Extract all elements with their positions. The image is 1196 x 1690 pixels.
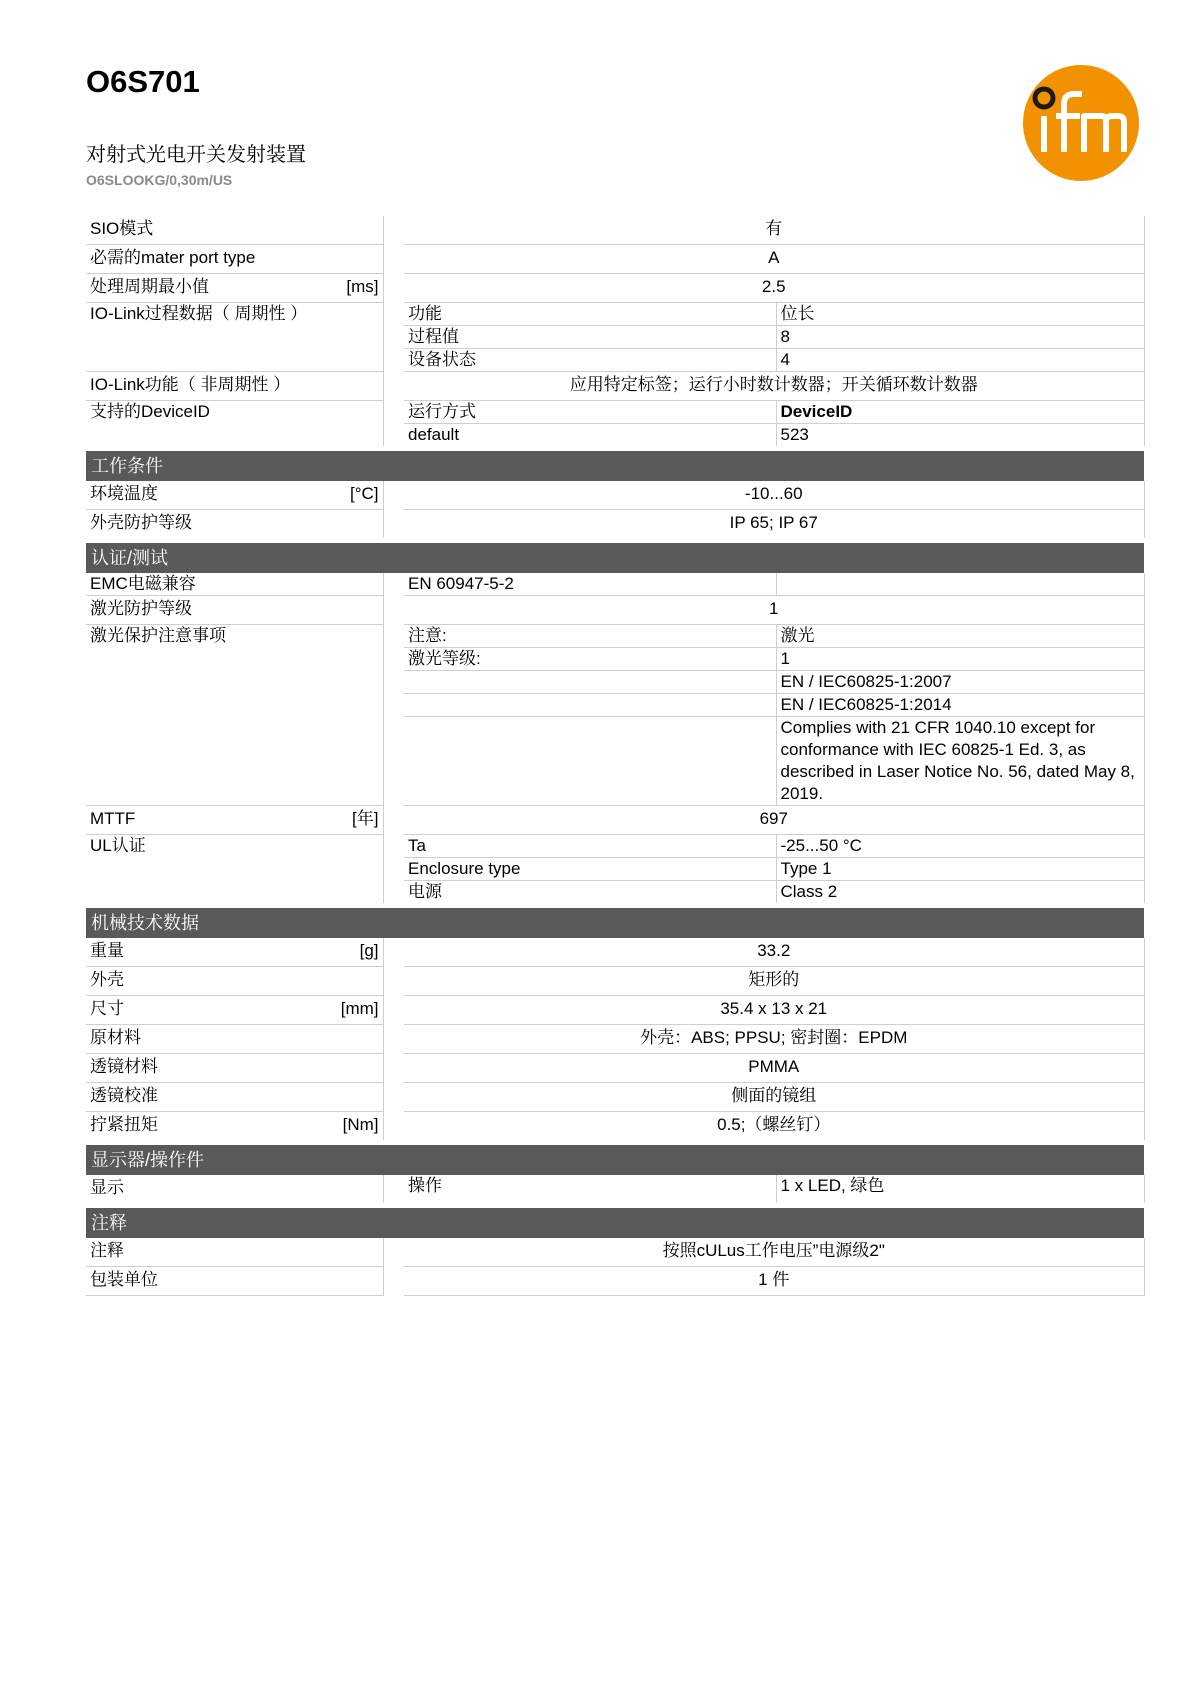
spec-label: 原材料 bbox=[90, 1028, 141, 1047]
spec-value: PMMA bbox=[404, 1054, 1144, 1083]
spec-row bbox=[86, 996, 1144, 1025]
spec-value: 35.4 x 13 x 21 bbox=[404, 996, 1144, 1025]
spec-subvalue: Class 2 bbox=[776, 881, 1144, 906]
spec-label: EMC电磁兼容 bbox=[86, 573, 383, 596]
spec-subvalue: 8 bbox=[776, 326, 1144, 349]
spec-unit: [g] bbox=[359, 941, 379, 960]
spec-row bbox=[86, 510, 1144, 541]
spec-value: 1 bbox=[404, 596, 1144, 625]
spec-table bbox=[86, 216, 1144, 1296]
spec-row bbox=[86, 1025, 1144, 1054]
spec-row bbox=[86, 1054, 1144, 1083]
section-header: 工作条件 bbox=[86, 449, 1144, 482]
spec-label: 必需的mater port type bbox=[90, 248, 256, 267]
spec-row bbox=[86, 1083, 1144, 1112]
spec-row bbox=[86, 835, 1144, 858]
spec-row bbox=[86, 1238, 1144, 1267]
spec-label: 透镜校准 bbox=[90, 1086, 158, 1105]
spec-value: 外壳：ABS; PPSU; 密封圈：EPDM bbox=[404, 1025, 1144, 1054]
spec-subkey: EN 60947-5-2 bbox=[404, 573, 776, 596]
spec-subkey: 运行方式 bbox=[404, 401, 776, 424]
spec-subkey: default bbox=[404, 424, 776, 449]
spec-label: 支持的DeviceID bbox=[86, 401, 383, 449]
spec-label: 外壳 bbox=[90, 970, 124, 989]
spec-subvalue: 523 bbox=[776, 424, 1144, 449]
spec-unit: [mm] bbox=[340, 999, 379, 1018]
spec-row bbox=[86, 938, 1144, 967]
spec-label: 处理周期最小值 bbox=[90, 277, 209, 296]
spec-row bbox=[86, 625, 1144, 648]
spec-value: 2.5 bbox=[404, 274, 1144, 303]
spec-subkey: Enclosure type bbox=[404, 858, 776, 881]
spec-row bbox=[86, 806, 1144, 835]
spec-label: 环境温度 bbox=[90, 484, 158, 503]
product-title: O6S701 bbox=[86, 64, 200, 99]
spec-label: IO-Link功能（ 非周期性 ） bbox=[86, 372, 383, 401]
spec-subkey: 注意: bbox=[404, 625, 776, 648]
spec-subkey: 电源 bbox=[404, 881, 776, 906]
spec-subvalue: 1 x LED, 绿色 bbox=[776, 1175, 1144, 1206]
spec-subvalue: Complies with 21 CFR 1040.10 except for conformance with IEC 60825-1 Ed. 3, as described in Laser Notice No. 56, dated May 8, 2019. bbox=[776, 717, 1144, 806]
spec-row bbox=[86, 596, 1144, 625]
spec-subvalue: DeviceID bbox=[776, 401, 1144, 424]
spec-subvalue: 位长 bbox=[776, 303, 1144, 326]
spec-value: A bbox=[404, 245, 1144, 274]
spec-value: 有 bbox=[404, 216, 1144, 245]
section-header: 认证/测试 bbox=[86, 541, 1144, 574]
spec-value: 33.2 bbox=[404, 938, 1144, 967]
spec-subkey bbox=[404, 671, 776, 694]
spec-subvalue: Type 1 bbox=[776, 858, 1144, 881]
spec-label: 激光保护注意事项 bbox=[86, 625, 383, 806]
spec-label: 显示 bbox=[86, 1175, 383, 1206]
spec-label: SIO模式 bbox=[90, 219, 154, 238]
spec-row bbox=[86, 481, 1144, 510]
section-header: 显示器/操作件 bbox=[86, 1143, 1144, 1176]
spec-unit: [Nm] bbox=[342, 1115, 379, 1134]
spec-row bbox=[86, 274, 1144, 303]
spec-label: 尺寸 bbox=[90, 999, 124, 1018]
spec-row bbox=[86, 1267, 1144, 1296]
spec-value: 按照cULus工作电压”电源级2" bbox=[404, 1238, 1144, 1267]
spec-row bbox=[86, 1112, 1144, 1143]
spec-row bbox=[86, 401, 1144, 424]
spec-subvalue: 激光 bbox=[776, 625, 1144, 648]
spec-label: 重量 bbox=[90, 941, 124, 960]
spec-subvalue: 4 bbox=[776, 349, 1144, 372]
spec-subkey: Ta bbox=[404, 835, 776, 858]
spec-label: 包装单位 bbox=[90, 1270, 158, 1289]
spec-value: 697 bbox=[404, 806, 1144, 835]
article-code: O6SLOOKG/0,30m/US bbox=[86, 172, 233, 188]
spec-row bbox=[86, 303, 1144, 326]
spec-label: 透镜材料 bbox=[90, 1057, 158, 1076]
spec-subkey: 操作 bbox=[404, 1175, 776, 1206]
spec-subvalue bbox=[776, 573, 1144, 596]
spec-value: -10...60 bbox=[404, 481, 1144, 510]
spec-row bbox=[86, 573, 1144, 596]
spec-row bbox=[86, 216, 1144, 245]
spec-label: MTTF bbox=[90, 809, 136, 828]
spec-value: 0.5;（螺丝钉） bbox=[404, 1112, 1144, 1143]
spec-row bbox=[86, 1175, 1144, 1206]
spec-subvalue: EN / IEC60825-1:2014 bbox=[776, 694, 1144, 717]
spec-label: 激光防护等级 bbox=[86, 596, 383, 625]
spec-unit: [°C] bbox=[349, 484, 379, 503]
spec-subkey: 设备状态 bbox=[404, 349, 776, 372]
spec-label: UL认证 bbox=[86, 835, 383, 906]
spec-value: 侧面的镜组 bbox=[404, 1083, 1144, 1112]
spec-subvalue: -25...50 °C bbox=[776, 835, 1144, 858]
spec-label: 注释 bbox=[90, 1241, 124, 1260]
spec-value: IP 65; IP 67 bbox=[404, 510, 1144, 541]
spec-subkey: 功能 bbox=[404, 303, 776, 326]
product-subtitle: 对射式光电开关发射装置 bbox=[86, 144, 306, 166]
spec-subkey bbox=[404, 694, 776, 717]
spec-subkey bbox=[404, 717, 776, 806]
spec-unit: [ms] bbox=[346, 277, 379, 296]
spec-subvalue: 1 bbox=[776, 648, 1144, 671]
spec-row bbox=[86, 967, 1144, 996]
spec-label: 拧紧扭矩 bbox=[90, 1115, 158, 1134]
spec-value: 1 件 bbox=[404, 1267, 1144, 1296]
spec-subvalue: EN / IEC60825-1:2007 bbox=[776, 671, 1144, 694]
spec-value: 应用特定标签；运行小时数计数器；开关循环数计数器 bbox=[404, 372, 1144, 401]
spec-unit: [年] bbox=[352, 809, 379, 828]
spec-row bbox=[86, 245, 1144, 274]
spec-subkey: 过程值 bbox=[404, 326, 776, 349]
ifm-logo bbox=[1022, 64, 1140, 182]
section-header: 注释 bbox=[86, 1206, 1144, 1239]
spec-label: 外壳防护等级 bbox=[90, 513, 192, 532]
spec-label: IO-Link过程数据（ 周期性 ） bbox=[86, 303, 383, 372]
spec-row bbox=[86, 372, 1144, 401]
spec-subkey: 激光等级: bbox=[404, 648, 776, 671]
section-header: 机械技术数据 bbox=[86, 906, 1144, 939]
spec-value: 矩形的 bbox=[404, 967, 1144, 996]
